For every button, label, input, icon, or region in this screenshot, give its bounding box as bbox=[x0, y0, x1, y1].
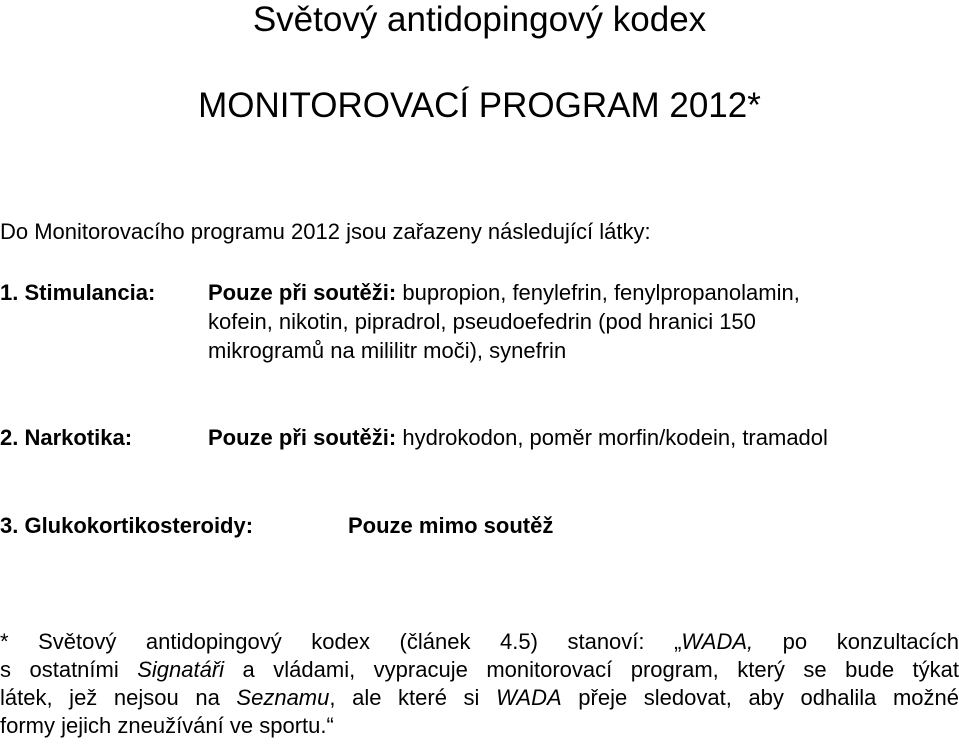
item-1-condition: Pouze při soutěži: bbox=[208, 280, 397, 305]
title-line-1: Světový antidopingový kodex bbox=[252, 0, 707, 39]
item-2-condition: Pouze při soutěži: bbox=[208, 425, 397, 450]
footnote-text: a vládami, vypracuje monitorovací program, který se bude týkat bbox=[224, 657, 959, 682]
footnote-line-4: formy jejich zneužívání ve sportu.“ bbox=[0, 713, 334, 738]
footnote-text: s ostatními bbox=[0, 657, 138, 682]
item-2-text-1: hydrokodon, poměr morfin/kodein, tramadol bbox=[396, 425, 828, 450]
footnote-seznam: Seznamu bbox=[236, 685, 330, 710]
item-1-line-3: mikrogramů na mililitr moči), synefrin bbox=[208, 338, 567, 363]
footnote-text: přeje sledovat, aby odhalila možné bbox=[561, 685, 959, 710]
footnote-line-2 bbox=[0, 656, 959, 684]
footnote bbox=[0, 628, 959, 740]
footnote-wada: WADA bbox=[496, 685, 562, 710]
footnote-line-1 bbox=[0, 628, 959, 656]
item-1-line-1 bbox=[208, 280, 800, 306]
footnote-signatari: Signatáři bbox=[137, 657, 225, 682]
footnote-text: po konzultacích bbox=[753, 629, 959, 654]
footnote-text: látek, jež nejsou na bbox=[0, 685, 237, 710]
footnote-wada: WADA, bbox=[681, 629, 754, 654]
footnote-text: * Světový antidopingový kodex (článek 4.5) stanoví: „ bbox=[0, 629, 682, 654]
footnote-text: , ale které si bbox=[329, 685, 497, 710]
intro-text: Do Monitorovacího programu 2012 jsou zařazeny následující látky: bbox=[0, 219, 651, 244]
title-line-2: MONITOROVACÍ PROGRAM 2012* bbox=[198, 86, 761, 125]
footnote-line-3 bbox=[0, 684, 959, 712]
item-1-line-2: kofein, nikotin, pipradrol, pseudoefedrin (pod hranici 150 bbox=[208, 309, 756, 334]
item-2-label: 2. Narkotika: bbox=[0, 425, 133, 450]
item-1-text-1: bupropion, fenylefrin, fenylpropanolamin, bbox=[396, 280, 800, 305]
item-3-condition: Pouze mimo soutěž bbox=[348, 513, 554, 538]
item-3-label: 3. Glukokortikosteroidy: bbox=[0, 513, 254, 538]
item-1-label: 1. Stimulancia: bbox=[0, 280, 156, 305]
item-2-line-1 bbox=[208, 425, 828, 451]
